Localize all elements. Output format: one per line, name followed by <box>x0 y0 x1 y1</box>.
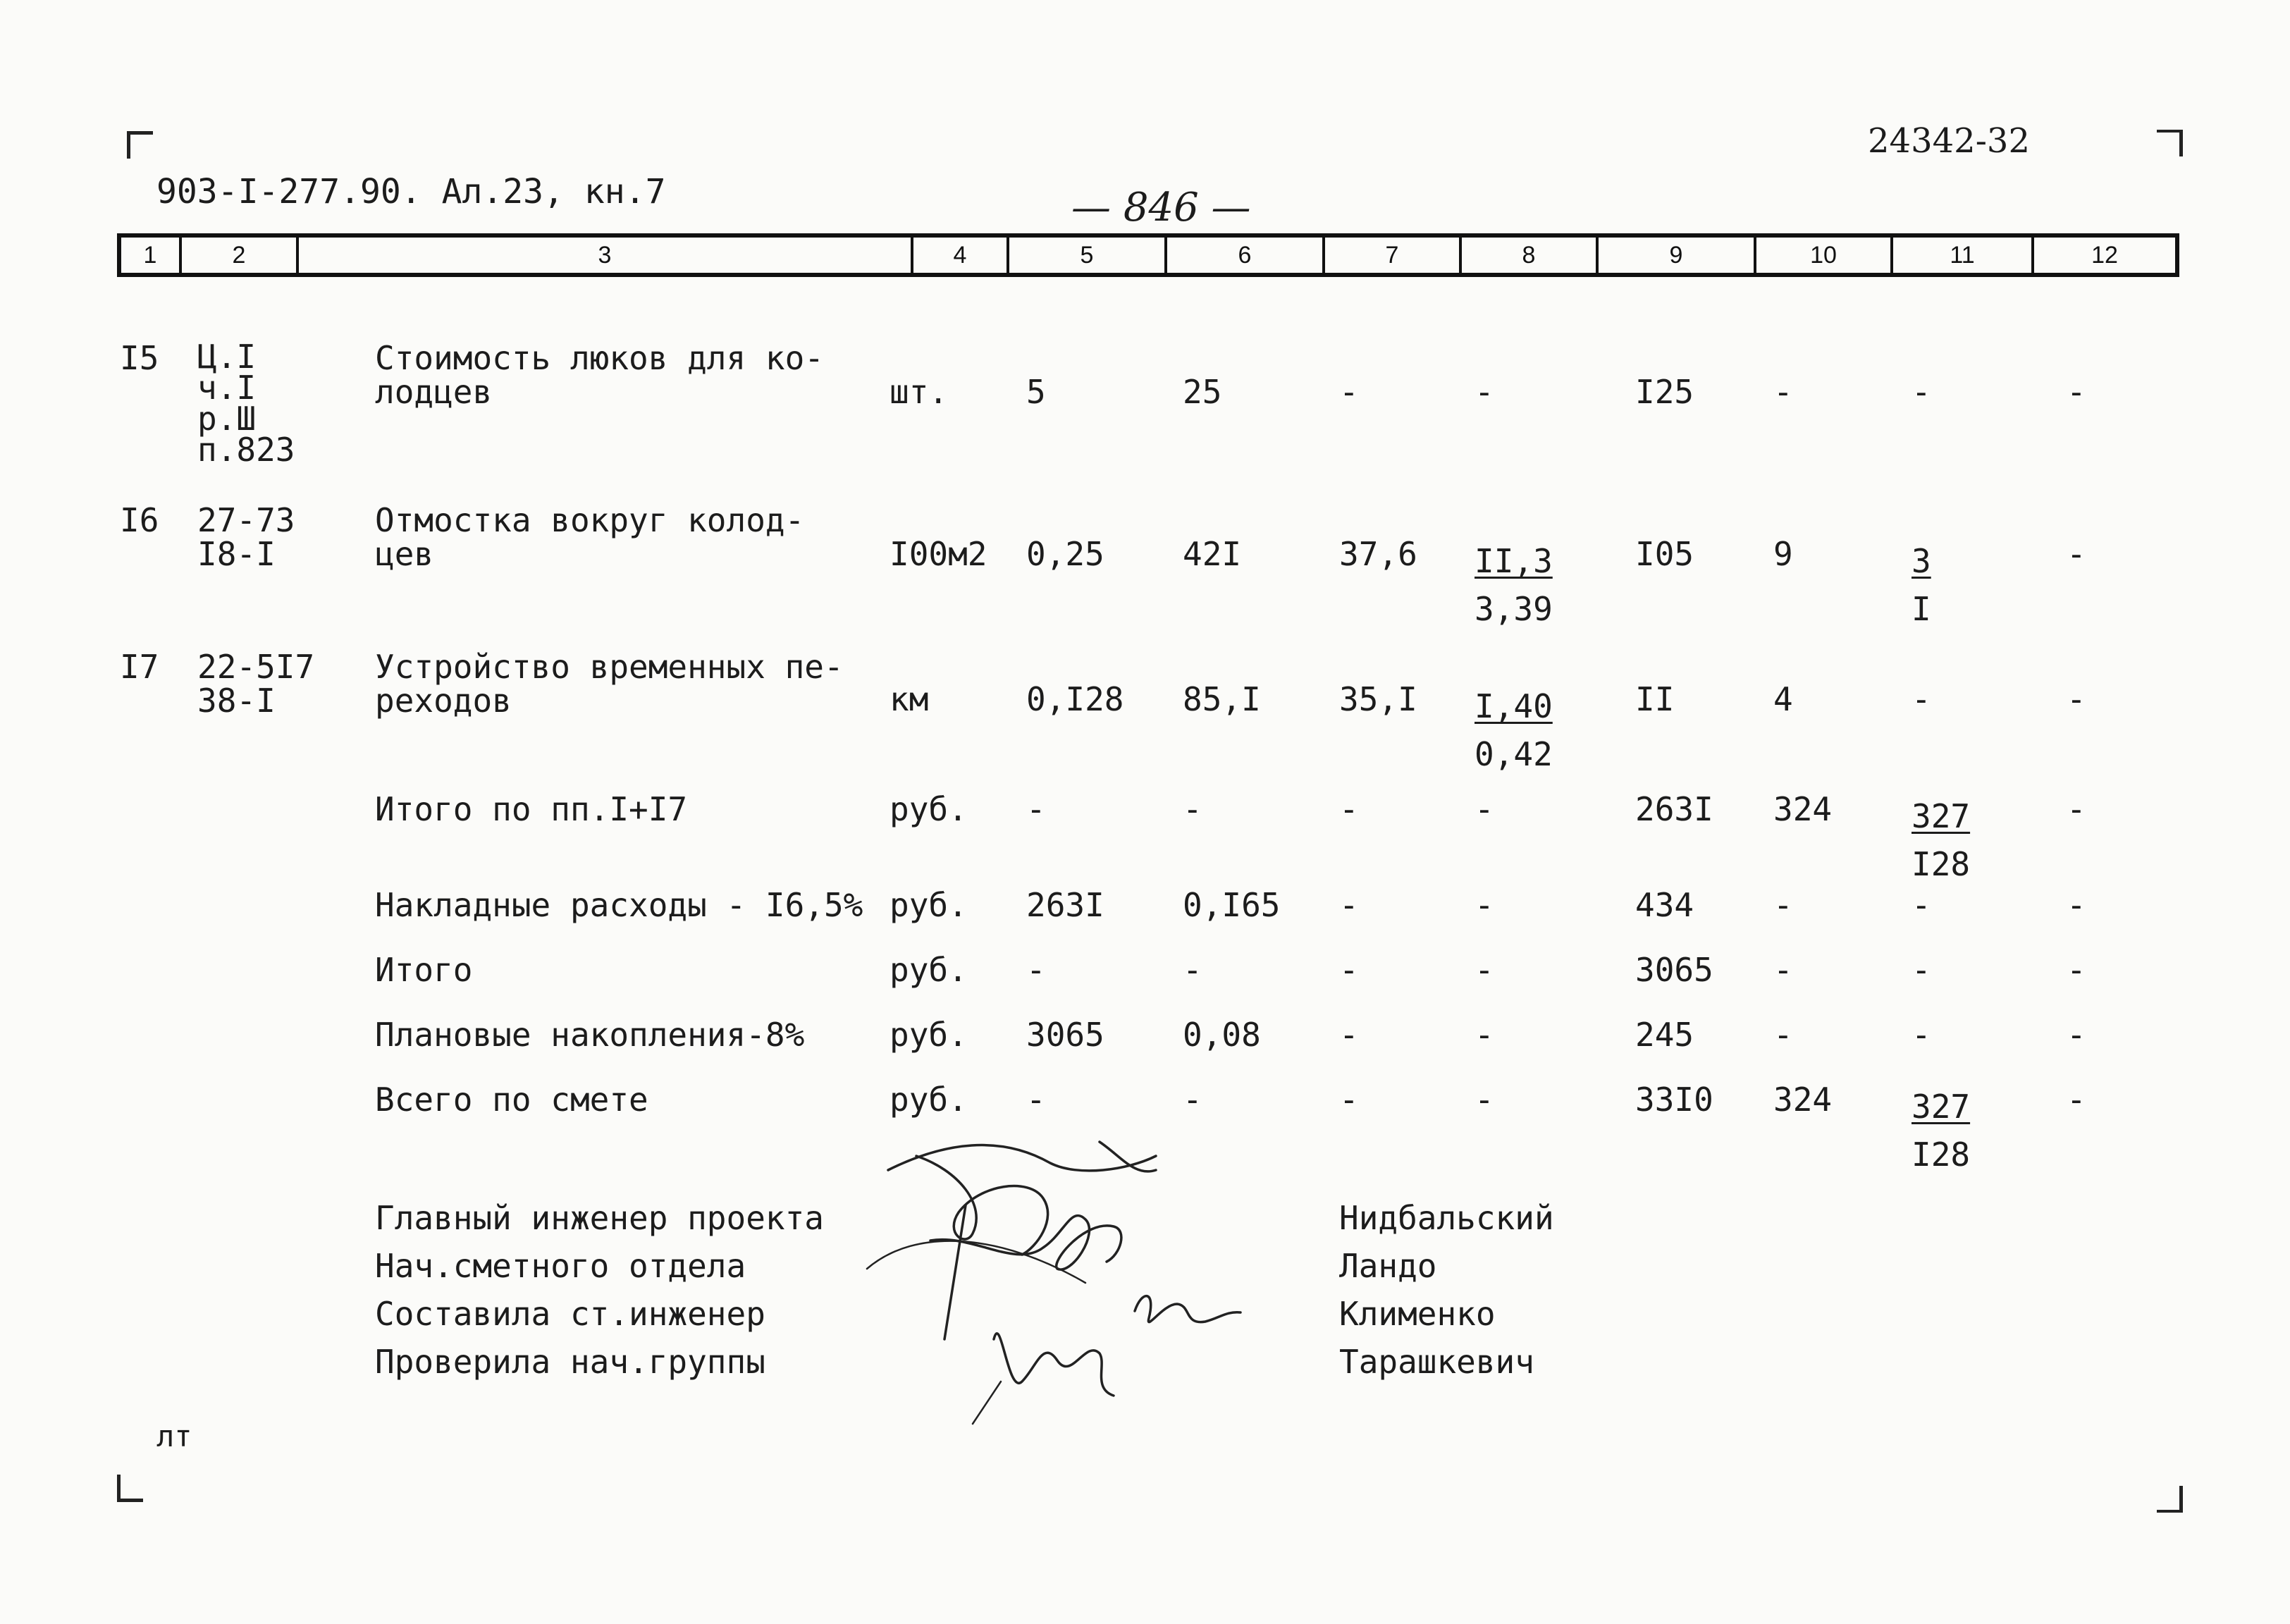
archive-number: 24342-32 <box>1868 121 2030 161</box>
work-description <box>375 1081 648 1119</box>
quantity-cell: - <box>1026 790 1046 828</box>
signature-names <box>1339 1194 1554 1386</box>
col7-cell: - <box>1339 790 1359 828</box>
col11-cell <box>1912 792 1970 888</box>
signature-role: Нач.сметного отдела <box>375 1247 746 1285</box>
description-line: Отмостка вокруг колод- <box>375 501 805 539</box>
unit-cell: шт. <box>889 373 949 411</box>
col12-cell: - <box>2067 1081 2086 1119</box>
unit-cell: руб. <box>889 790 968 828</box>
unit-price-cell: 25 <box>1183 373 1222 411</box>
total-cost-cell: 263I <box>1635 790 1713 828</box>
total-cost-cell: I05 <box>1635 535 1694 573</box>
col11-cell <box>1912 888 1931 922</box>
corner-mark-top-left <box>127 131 153 159</box>
column-number: 1 <box>121 238 182 273</box>
col8-cell <box>1475 682 1553 778</box>
norm-code-line: р.Ш <box>197 400 257 438</box>
quantity-cell: - <box>1026 1081 1046 1119</box>
column-number-strip <box>117 233 2179 277</box>
norm-code-line: п.823 <box>197 431 295 469</box>
col8-cell <box>1475 375 1494 409</box>
column-number: 12 <box>2091 241 2118 269</box>
col7-cell: - <box>1339 886 1359 924</box>
col8-cell <box>1475 792 1494 826</box>
col8-top: - <box>1475 790 1494 828</box>
description-line: лодцев <box>375 373 493 411</box>
col7-cell: - <box>1339 373 1359 411</box>
document-code: 903-I-277.90. Ал.23, кн.7 <box>156 172 666 211</box>
col7-cell: - <box>1339 951 1359 989</box>
description-line: цев <box>375 535 434 573</box>
quantity-cell: 0,I28 <box>1026 680 1124 718</box>
quantity-cell: 0,25 <box>1026 535 1104 573</box>
total-cost-cell: 33I0 <box>1635 1081 1713 1119</box>
col10-cell: - <box>1773 1016 1793 1054</box>
work-description <box>375 953 472 987</box>
col8-top: - <box>1475 1016 1494 1054</box>
row-number: I6 <box>120 501 159 539</box>
norm-code-line: 22-5I7 <box>197 648 315 686</box>
total-cost-cell: 434 <box>1635 886 1694 924</box>
row-number: I7 <box>120 648 159 686</box>
col11-top: 3 <box>1912 542 1931 580</box>
description-line: Итого по пп.I+I7 <box>375 790 688 828</box>
work-description <box>375 792 687 826</box>
quantity-cell: 263I <box>1026 886 1104 924</box>
work-description <box>375 650 844 718</box>
total-cost-cell: I25 <box>1635 373 1694 411</box>
quantity-cell: 3065 <box>1026 1016 1104 1054</box>
column-number: 4 <box>913 238 1009 273</box>
unit-cell: руб. <box>889 1081 968 1119</box>
column-number: 5 <box>1009 238 1167 273</box>
col10-cell: 324 <box>1773 790 1833 828</box>
description-line: Накладные расходы - I6,5% <box>375 886 863 924</box>
quantity-cell: 5 <box>1026 373 1046 411</box>
col8-top: - <box>1475 951 1494 989</box>
col11-top: 327 <box>1912 797 1971 835</box>
description-line: Стоимость люков для ко- <box>375 339 824 377</box>
column-number: 8 <box>1462 238 1599 273</box>
corner-mark-top-right <box>2157 130 2183 156</box>
quantity-cell: - <box>1026 951 1046 989</box>
description-line: Плановые накопления-8% <box>375 1016 805 1054</box>
col12-cell: - <box>2067 886 2086 924</box>
col8-cell <box>1475 888 1494 922</box>
signature-roles <box>375 1194 824 1386</box>
col8-bottom: 0,42 <box>1475 735 1553 773</box>
column-number: 11 <box>1893 238 2034 273</box>
norm-code-line: 27-73 <box>197 501 295 539</box>
unit-price-cell: - <box>1183 1081 1202 1119</box>
handwritten-signatures <box>860 1128 1311 1438</box>
unit-cell: руб. <box>889 1016 968 1054</box>
col8-bottom: 3,39 <box>1475 590 1553 628</box>
col8-cell <box>1475 953 1494 987</box>
col11-top: - <box>1912 886 1931 924</box>
col10-cell: 4 <box>1773 680 1793 718</box>
unit-price-cell: - <box>1183 951 1202 989</box>
col11-cell <box>1912 682 1931 716</box>
column-number: 9 <box>1599 238 1756 273</box>
page-number: — 846 — <box>1071 185 1251 230</box>
description-line: Итого <box>375 951 473 989</box>
col11-top: - <box>1912 1016 1931 1054</box>
col11-bottom: I28 <box>1912 845 1971 883</box>
page-number-value: 846 <box>1123 185 1199 230</box>
col11-cell <box>1912 953 1931 987</box>
col10-cell: - <box>1773 373 1793 411</box>
signatory-name: Ландо <box>1339 1247 1437 1285</box>
row-number: I5 <box>120 339 159 377</box>
col11-cell <box>1912 1018 1931 1052</box>
unit-price-cell: 0,I65 <box>1183 886 1281 924</box>
unit-cell: руб. <box>889 951 968 989</box>
column-number: 7 <box>1325 238 1462 273</box>
col11-bottom: I <box>1912 590 1931 628</box>
signature-role: Составила ст.инженер <box>375 1295 765 1333</box>
col7-cell: 35,I <box>1339 680 1417 718</box>
column-number: 3 <box>299 238 913 273</box>
col12-cell: - <box>2067 1016 2086 1054</box>
signature-role: Проверила нач.группы <box>375 1343 765 1381</box>
unit-cell: км <box>889 680 929 718</box>
work-description <box>375 1018 804 1052</box>
norm-code-line: ч.I <box>197 369 257 407</box>
col11-top: 327 <box>1912 1088 1971 1126</box>
col11-cell <box>1912 537 1959 633</box>
col10-cell: - <box>1773 951 1793 989</box>
signatory-name: Клименко <box>1339 1295 1496 1333</box>
norm-code-line: Ц.I <box>197 338 257 376</box>
signatory-name: Тарашкевич <box>1339 1343 1534 1381</box>
work-description <box>375 888 863 922</box>
col11-top: - <box>1912 951 1931 989</box>
norm-code <box>197 650 314 718</box>
col12-cell: - <box>2067 373 2086 411</box>
unit-price-cell: - <box>1183 790 1202 828</box>
col8-top: - <box>1475 886 1494 924</box>
total-cost-cell: II <box>1635 680 1675 718</box>
col7-cell: - <box>1339 1081 1359 1119</box>
norm-code <box>197 338 295 469</box>
description-line: Всего по смете <box>375 1081 648 1119</box>
work-description <box>375 503 804 571</box>
col12-cell: - <box>2067 790 2086 828</box>
col11-bottom: I28 <box>1912 1136 1971 1174</box>
work-description <box>375 341 824 409</box>
unit-cell: I00м2 <box>889 535 987 573</box>
column-number: 10 <box>1756 238 1893 273</box>
col8-top: - <box>1475 1081 1494 1119</box>
footer-mark: лт <box>156 1419 192 1453</box>
norm-code-line: I8-I <box>197 535 276 573</box>
corner-mark-bottom-left <box>117 1475 143 1502</box>
col7-cell: 37,6 <box>1339 535 1417 573</box>
corner-mark-bottom-right <box>2157 1486 2183 1513</box>
unit-price-cell: 0,08 <box>1183 1016 1261 1054</box>
total-cost-cell: 245 <box>1635 1016 1694 1054</box>
col11-top: - <box>1912 373 1931 411</box>
col7-cell: - <box>1339 1016 1359 1054</box>
col10-cell: - <box>1773 886 1793 924</box>
col8-top: II,3 <box>1475 542 1553 580</box>
col12-cell: - <box>2067 535 2086 573</box>
column-number: 2 <box>182 238 299 273</box>
norm-code-line: 38-I <box>197 682 276 720</box>
col12-cell: - <box>2067 951 2086 989</box>
description-line: реходов <box>375 682 512 720</box>
col8-cell <box>1475 1018 1494 1052</box>
col8-top: - <box>1475 373 1494 411</box>
col8-cell <box>1475 537 1553 633</box>
total-cost-cell: 3065 <box>1635 951 1713 989</box>
column-number: 6 <box>1167 238 1325 273</box>
col11-top: - <box>1912 680 1931 718</box>
signature-role: Главный инженер проекта <box>375 1199 824 1237</box>
unit-price-cell: 85,I <box>1183 680 1261 718</box>
unit-price-cell: 42I <box>1183 535 1242 573</box>
norm-code <box>197 503 295 571</box>
col10-cell: 9 <box>1773 535 1793 573</box>
col10-cell: 324 <box>1773 1081 1833 1119</box>
description-line: Устройство временных пе- <box>375 648 844 686</box>
col11-cell <box>1912 1083 1970 1179</box>
col8-top: I,40 <box>1475 687 1553 725</box>
col8-cell <box>1475 1081 1494 1119</box>
col11-cell <box>1912 375 1931 409</box>
col12-cell: - <box>2067 680 2086 718</box>
signatory-name: Нидбальский <box>1339 1199 1554 1237</box>
unit-cell: руб. <box>889 886 968 924</box>
